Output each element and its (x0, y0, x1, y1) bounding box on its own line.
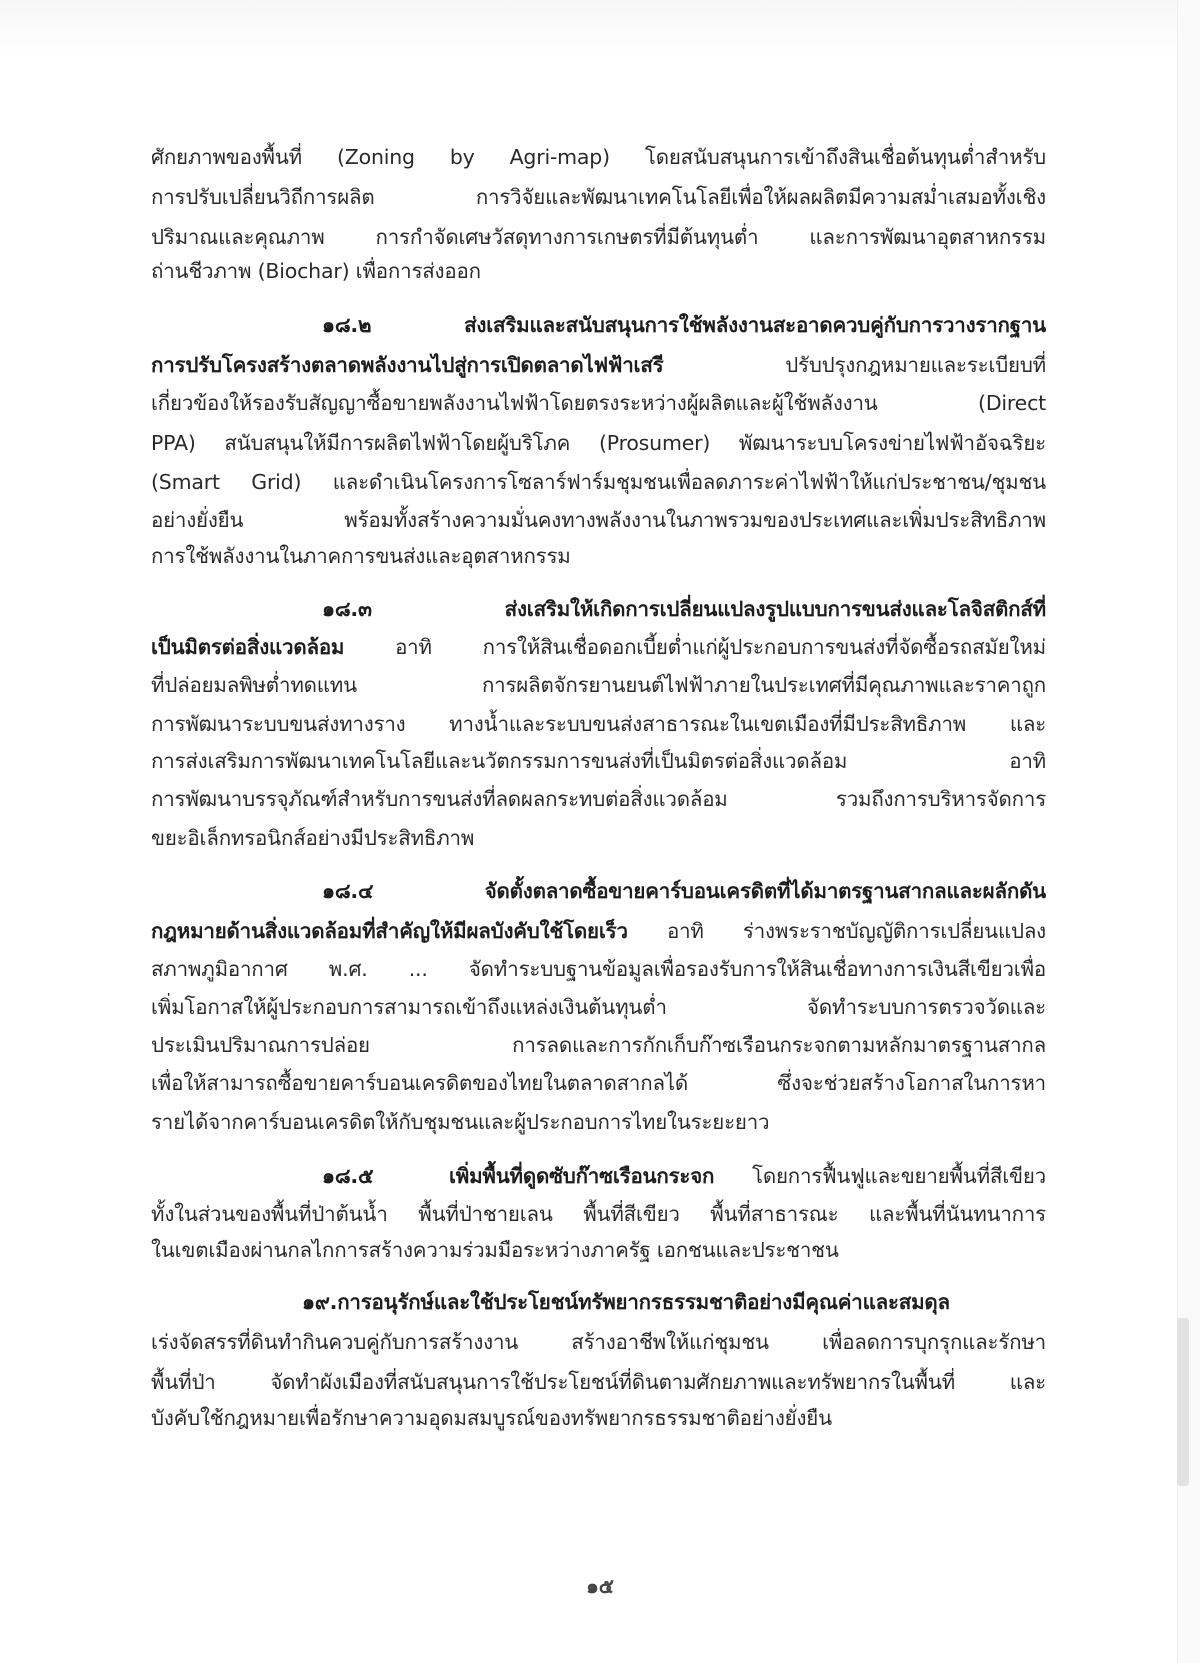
paragraph-text: อาทิ ร่างพระราชบัญญัติการเปลี่ยนแปลง (627, 919, 1046, 943)
section-heading-text: ส่งเสริมและสนับสนุนการใช้พลังงานสะอาดควบคู่กับการวางรากฐาน (464, 313, 1046, 337)
paragraph-line: การปรับเปลี่ยนวิถีการผลิต การวิจัยและพัฒนาเทคโนโลยีเพื่อให้ผลผลิตมีความสม่ำเสมอทั้งเชิง (151, 185, 1046, 209)
paragraph-line: ในเขตเมืองผ่านกลไกการสร้างความร่วมมือระหว่างภาครัฐ เอกชนและประชาชน (151, 1238, 839, 1262)
paragraph-line: การส่งเสริมการพัฒนาเทคโนโลยีและนวัตกรรมการขนส่งที่เป็นมิตรต่อสิ่งแวดล้อม อาทิ (151, 749, 1046, 773)
paragraph-line: ประเมินปริมาณการปล่อย การลดและการกักเก็บก๊าซเรือนกระจกตามหลักมาตรฐานสากล (151, 1033, 1046, 1057)
paragraph-line: PPA) สนับสนุนให้มีการผลิตไฟฟ้าโดยผู้บริโภค (Prosumer) พัฒนาระบบโครงข่ายไฟฟ้าอัจฉริยะ (151, 431, 1046, 455)
page-top-shade (0, 0, 1200, 60)
paragraph-text: โดยการฟื้นฟูและขยายพื้นที่สีเขียว (714, 1164, 1046, 1188)
paragraph-line: ศักยภาพของพื้นที่ (Zoning by Agri-map) โดยสนับสนุนการเข้าถึงสินเชื่อต้นทุนต่ำสำหรับ (151, 145, 1046, 169)
paragraph-text: ปรับปรุงกฎหมายและระเบียบที่ (663, 353, 1046, 377)
paragraph-line: เกี่ยวข้องให้รองรับสัญญาซื้อขายพลังงานไฟฟ้าโดยตรงระหว่างผู้ผลิตและผู้ใช้พลังงาน (Direct (151, 391, 1046, 415)
scrollbar-thumb[interactable] (1177, 1318, 1189, 1486)
section-number: ๑๘.๒ (322, 313, 372, 337)
paragraph-line: การพัฒนาระบบขนส่งทางราง ทางน้ำและระบบขนส่งสาธารณะในเขตเมืองที่มีประสิทธิภาพ และ (151, 712, 1046, 736)
section-heading-text: ส่งเสริมให้เกิดการเปลี่ยนแปลงรูปแบบการขนส่งและโลจิสติกส์ที่ (504, 597, 1046, 621)
paragraph-line: ทั้งในส่วนของพื้นที่ป่าต้นน้ำ พื้นที่ป่าชายเลน พื้นที่สีเขียว พื้นที่สาธารณะ และพื้นที่นันทนาการ (151, 1202, 1046, 1226)
paragraph-line: ปริมาณและคุณภาพ การกำจัดเศษวัสดุทางการเกษตรที่มีต้นทุนต่ำ และการพัฒนาอุตสาหกรรม (151, 225, 1046, 249)
paragraph-line: อย่างยั่งยืน พร้อมทั้งสร้างความมั่นคงทางพลังงานในภาพรวมของประเทศและเพิ่มประสิทธิภาพ (151, 508, 1046, 532)
paragraph-line: ที่ปล่อยมลพิษต่ำทดแทน การผลิตจักรยานยนต์ไฟฟ้าภายในประเทศที่มีคุณภาพและราคาถูก (151, 673, 1046, 697)
section-18-3-heading-cont (151, 627, 1046, 667)
section-heading-text: การปรับโครงสร้างตลาดพลังงานไปสู่การเปิดตลาดไฟฟ้าเสรี (151, 353, 664, 377)
paragraph-line: ถ่านชีวภาพ (Biochar) เพื่อการส่งออก (151, 259, 481, 283)
paragraph-line: (Smart Grid) และดำเนินโครงการโซลาร์ฟาร์มชุมชนเพื่อลดภาระค่าไฟฟ้าให้แก่ประชาชน/ชุมชน (151, 470, 1046, 494)
paragraph-line: เพิ่มโอกาสให้ผู้ประกอบการสามารถเข้าถึงแหล่งเงินต้นทุนต่ำ จัดทำระบบการตรวจวัดและ (151, 995, 1046, 1019)
paragraph-line: เร่งจัดสรรที่ดินทำกินควบคู่กับการสร้างงาน สร้างอาชีพให้แก่ชุมชน เพื่อลดการบุกรุกและรักษา (151, 1330, 1046, 1354)
section-18-4-heading-cont (151, 911, 1046, 951)
section-heading-text: กฎหมายด้านสิ่งแวดล้อมที่สำคัญให้มีผลบังคับใช้โดยเร็ว (151, 919, 628, 943)
section-heading-text: เพิ่มพื้นที่ดูดซับก๊าซเรือนกระจก (448, 1164, 715, 1188)
paragraph-line: บังคับใช้กฎหมายเพื่อรักษาความอุดมสมบูรณ์ของทรัพยากรธรรมชาติอย่างยั่งยืน (151, 1406, 832, 1430)
section-heading-text: จัดตั้งตลาดซื้อขายคาร์บอนเครดิตที่ได้มาตรฐานสากลและผลักดัน (484, 879, 1046, 903)
paragraph-line: การพัฒนาบรรจุภัณฑ์สำหรับการขนส่งที่ลดผลกระทบต่อสิ่งแวดล้อม รวมถึงการบริหารจัดการ (151, 787, 1046, 811)
section-number: ๑๘.๔ (322, 879, 374, 903)
paragraph-line: การใช้พลังงานในภาคการขนส่งและอุตสาหกรรม (151, 544, 571, 568)
paragraph-text: อาทิ การให้สินเชื่อดอกเบี้ยต่ำแก่ผู้ประกอบการขนส่งที่จัดซื้อรถสมัยใหม่ (344, 635, 1046, 659)
section-number: ๑๘.๓ (322, 597, 372, 621)
section-18-4-heading (322, 871, 1046, 911)
paragraph-line: ขยะอิเล็กทรอนิกส์อย่างมีประสิทธิภาพ (151, 826, 475, 850)
paragraph-line: เพื่อให้สามารถซื้อขายคาร์บอนเครดิตของไทยในตลาดสากลได้ ซึ่งจะช่วยสร้างโอกาสในการหา (151, 1071, 1046, 1095)
section-18-5-heading (322, 1156, 1046, 1196)
section-19-heading (302, 1282, 1046, 1322)
section-18-2-heading-cont (151, 345, 1046, 385)
paragraph-line: พื้นที่ป่า จัดทำผังเมืองที่สนับสนุนการใช้ประโยชน์ที่ดินตามศักยภาพและทรัพยากรในพื้นที่ และ (151, 1370, 1046, 1394)
paragraph-line: สภาพภูมิอากาศ พ.ศ. ... จัดทำระบบฐานข้อมูลเพื่อรองรับการให้สินเชื่อทางการเงินสีเขียวเพื่อ (151, 957, 1046, 981)
paragraph-line: รายได้จากคาร์บอนเครดิตให้กับชุมชนและผู้ประกอบการไทยในระยะยาว (151, 1110, 770, 1134)
section-18-2-heading (322, 305, 1046, 345)
section-number: ๑๙. (302, 1290, 338, 1314)
page-number: ๑๕ (586, 1574, 614, 1598)
section-heading-text: เป็นมิตรต่อสิ่งแวดล้อม (151, 635, 345, 659)
section-heading-text: การอนุรักษ์และใช้ประโยชน์ทรัพยากรธรรมชาติอย่างมีคุณค่าและสมดุล (337, 1290, 950, 1314)
section-18-3-heading (322, 589, 1046, 629)
section-number: ๑๘.๕ (322, 1164, 374, 1188)
